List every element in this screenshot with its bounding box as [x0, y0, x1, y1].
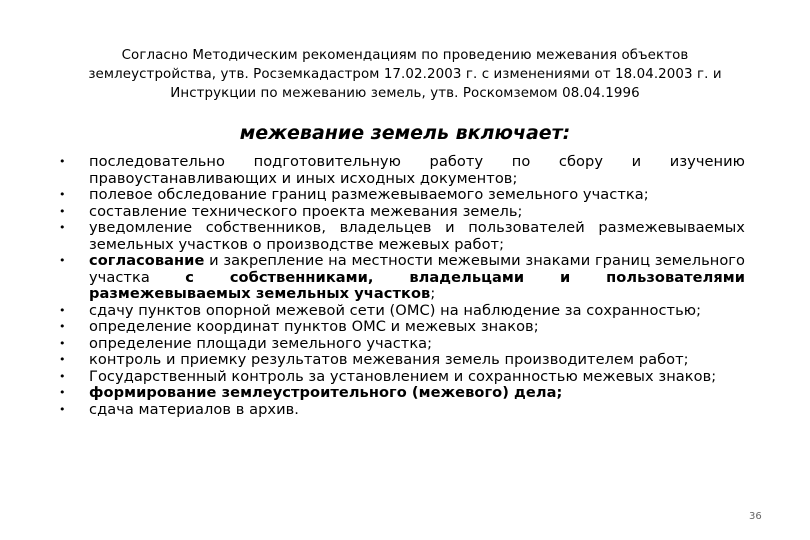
bullet-icon: • [59, 386, 66, 399]
bullet-icon: • [59, 188, 66, 201]
list-item [0, 204, 810, 221]
list-item [0, 336, 810, 353]
list-item-text: уведомление собственников, владельцев и пользователей размежевываемых земельных участков о производстве межевых работ; [89, 219, 745, 253]
bullet-icon: • [59, 254, 66, 267]
list-item [0, 369, 810, 386]
bullet-icon: • [59, 221, 66, 234]
page-number: 36 [749, 511, 762, 522]
list-item-text [89, 385, 745, 402]
emphasis-text: формирование землеустроительного (межевого) дела; [89, 384, 563, 401]
list-item [0, 187, 810, 204]
list-item [0, 303, 810, 320]
emphasis-text: с собственниками, владельцами и пользователями размежевываемых земельных участков [89, 268, 746, 302]
list-item-text: последовательно подготовительную работу по сбору и изучению правоустанавливающих и иных исходных документов; [89, 153, 745, 187]
list-item [0, 154, 810, 187]
emphasis-text: согласование [89, 252, 205, 269]
source-reference-line: землеустройства, утв. Росземкадастром 17.02.2003 г. с изменениями от 18.04.2003 г. и [88, 67, 722, 82]
list-item-text: определение площади земельного участка; [89, 334, 433, 352]
bullet-icon: • [59, 336, 66, 350]
list-item [0, 385, 810, 402]
list-item [0, 352, 810, 369]
bullet-icon: • [59, 303, 66, 317]
plain-text: ; [430, 285, 436, 302]
list-item-text: контроль и приемку результатов межевания земель производителем работ; [89, 351, 689, 368]
list-item [0, 319, 810, 336]
source-reference [40, 46, 770, 103]
list-item [0, 402, 810, 419]
source-reference-line: Инструкции по межеванию земель, утв. Роскомземом 08.04.1996 [170, 86, 640, 101]
list-item-text: Государственный контроль за установлением и сохранностью межевых знаков; [89, 367, 717, 385]
bullet-icon: • [59, 402, 66, 416]
bullet-icon: • [59, 369, 66, 383]
bullet-icon: • [59, 353, 66, 366]
list-item-text: составление технического проекта межевания земель; [89, 202, 523, 220]
bullet-icon: • [59, 320, 66, 333]
bullet-icon: • [59, 204, 66, 218]
plain-text: и закрепление на местности межевыми знаками границ земельного участка [89, 252, 745, 286]
list-item-text: определение координат пунктов ОМС и межевых знаков; [89, 318, 539, 335]
list-item-text [89, 253, 745, 303]
list-item [0, 220, 810, 253]
list-item-text: сдачу пунктов опорной межевой сети (ОМС) на наблюдение за сохранностью; [89, 301, 702, 319]
list-item-text: полевое обследование границ размежевываемого земельного участка; [89, 186, 649, 203]
bullet-icon: • [59, 155, 66, 168]
source-reference-line: Согласно Методическим рекомендациям по проведению межевания объектов [121, 48, 689, 63]
section-heading: межевание земель включает: [239, 122, 571, 144]
bullet-list [0, 154, 810, 418]
list-item-text: сдача материалов в архив. [89, 400, 299, 418]
list-item [0, 253, 810, 303]
